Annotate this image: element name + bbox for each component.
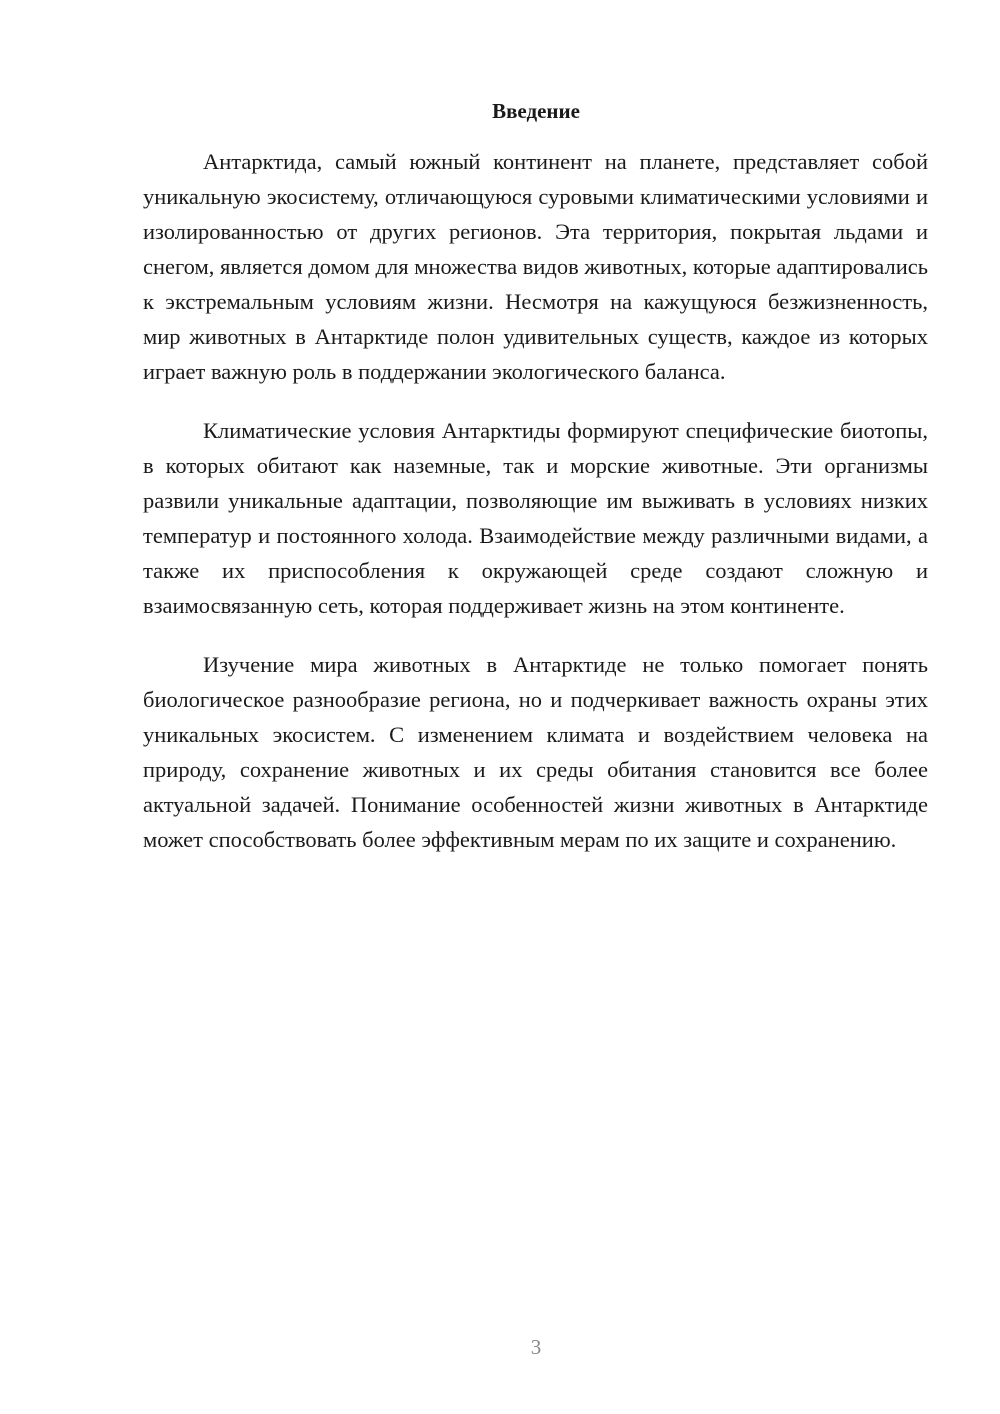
- body-text: [143, 144, 928, 881]
- paragraph-2: Климатические условия Антарктиды формируют специфические биотопы, в которых обитают как наземные, так и морские животные. Эти организмы развили уникальные адаптации, позволяющие им выживать в условиях низких температур и постоянного холода. Взаимодействие между различными видами, а также их приспособления к окружающей среде создают сложную и взаимосвязанную сеть, которая поддерживает жизнь на этом континенте.: [143, 418, 928, 618]
- page-number: 3: [530, 1335, 542, 1359]
- paragraph-1: Антарктида, самый южный континент на планете, представляет собой уникальную экосистему, отличающуюся суровыми климатическими условиями и изолированностью от других регионов. Эта территория, покрытая льдами и снегом, является домом для множества видов животных, которые адаптировались к экстремальным условиям жизни. Несмотря на кажущуюся безжизненность, мир животных в Антарктиде полон удивительных существ, каждое из которых играет важную роль в поддержании экологического баланса.: [143, 149, 928, 384]
- paragraph-3: Изучение мира животных в Антарктиде не только помогает понять биологическое разнообразие региона, но и подчеркивает важность охраны этих уникальных экосистем. С изменением климата и воздействием человека на природу, сохранение животных и их среды обитания становится все более актуальной задачей. Понимание особенностей жизни животных в Антарктиде может способствовать более эффективным мерам по их защите и сохранению.: [143, 652, 928, 852]
- section-heading: Введение: [492, 99, 580, 123]
